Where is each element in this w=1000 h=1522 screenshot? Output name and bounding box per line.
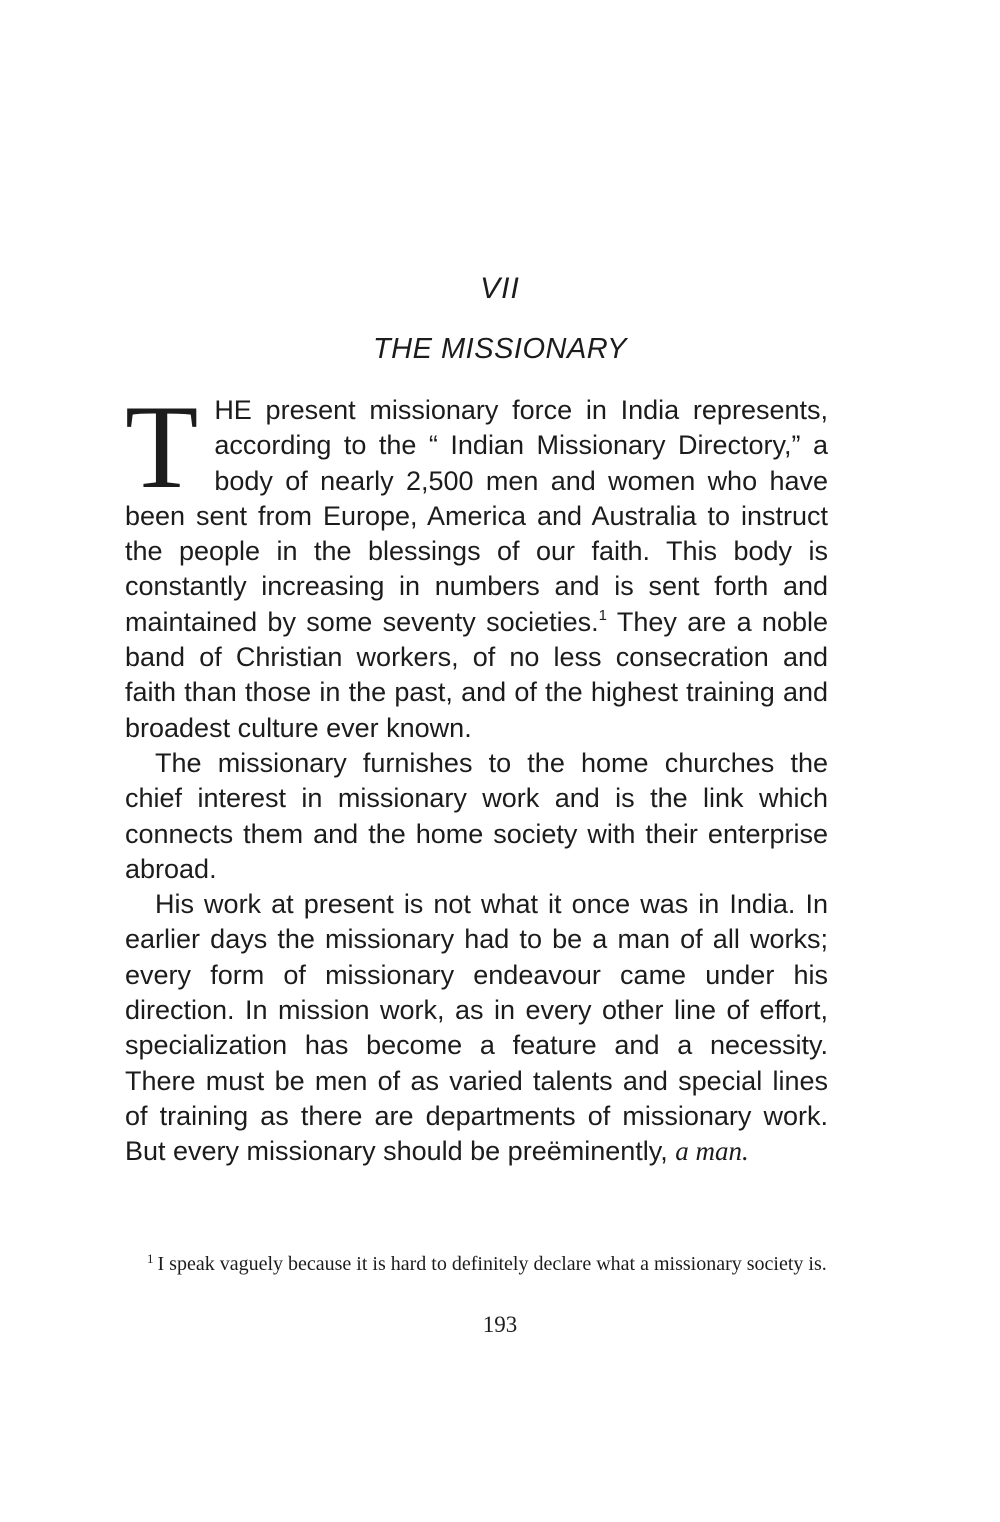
chapter-number: VII bbox=[480, 272, 520, 305]
footnote bbox=[125, 1250, 831, 1278]
paragraph-3-emphasis: a man. bbox=[675, 1136, 749, 1167]
body-text bbox=[125, 380, 828, 1170]
paragraph-1-text-start: HE present missionary force in India represents, according to the “ Indian Missionary Directory,” a body of nearly 2,500 men and women who have been sent from Europe, America and Australia to instruct the people in the blessings of our faith. This body is constantly increasing in numbers and is sent forth and maintained by some seventy societies. bbox=[125, 395, 828, 637]
drop-cap: T bbox=[125, 380, 199, 513]
page-number: 193 bbox=[482, 1312, 518, 1337]
paragraph-2: The missionary furnishes to the home churches the chief interest in missionary work and is the link which connects them and the home society with their enterprise abroad. bbox=[125, 747, 828, 884]
footnote-text: I speak vaguely because it is hard to definitely declare what a missionary society is. bbox=[157, 1253, 827, 1275]
footnote-number: 1 bbox=[147, 1251, 154, 1266]
paragraph-3-text: His work at present is not what it once was in India. In earlier days the missionary had to be a man of all works; every form of missionary endeavour came under his direction. In mission work, as in every other line of effort, specialization has become a feature and a necessity. There must be men of as varied talents and special lines of training as there are departments of missionary work. But every missionary should be preëminently, bbox=[125, 889, 828, 1167]
chapter-title: THE MISSIONARY bbox=[372, 333, 628, 365]
paragraph-1 bbox=[125, 380, 828, 746]
paragraph-1-text-end: They are a noble band of Christian workers, of no less consecration and faith than those in the past, and of the highest training and broadest culture ever known. bbox=[125, 606, 828, 743]
paragraph-3 bbox=[125, 887, 828, 1169]
footnote-reference: 1 bbox=[598, 606, 607, 624]
